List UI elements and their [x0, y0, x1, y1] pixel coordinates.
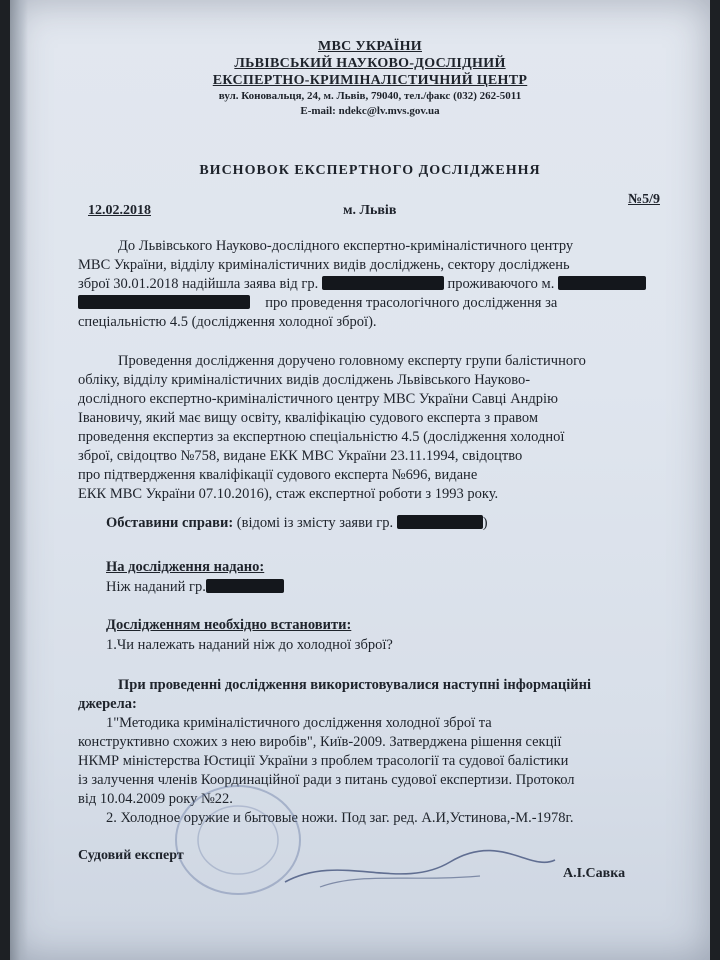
document-date: 12.02.2018 [88, 203, 151, 218]
intro-text-1: До Львівського Науково-дослідного експертно-криміналістичного центру [118, 238, 574, 254]
redacted-city [558, 276, 646, 290]
intro-line-4 [78, 294, 668, 313]
circumstances-label: Обставини справи: [106, 515, 234, 531]
signer-role: Судовий експерт [78, 848, 184, 863]
redacted-address [78, 295, 250, 309]
establish-question: 1.Чи належать наданий ніж до холодної зброї? [106, 637, 393, 653]
intro-text-4: про проведення трасологічного дослідження за [265, 295, 558, 311]
source-1-line-1 [78, 714, 672, 733]
redacted-provider [206, 579, 284, 593]
letterhead [160, 38, 580, 119]
intro-line-5: спеціальністю 4.5 (дослідження холодної зброї). [78, 314, 377, 330]
establish-section [106, 615, 393, 655]
letterhead-address: вул. Коновальця, 24, м. Львів, 79040, тел./факс (032) 262-5011 [218, 90, 522, 102]
provided-section [106, 557, 284, 597]
expert-line-1 [78, 352, 668, 371]
expert-line-3: дослідного експертно-криміналістичного центру МВС України Савці Андрію [78, 391, 558, 407]
redacted-applicant [397, 515, 483, 529]
intro-line-1 [78, 237, 668, 256]
signer-name: А.І.Савка [563, 866, 626, 881]
sources-intro-line-2: джерела: [78, 696, 137, 712]
letterhead-line-1: МВС УКРАЇНИ [318, 39, 422, 54]
source-1-text-1: 1"Методика криміналістичного дослідження холодної зброї та [106, 715, 492, 731]
source-1-line-2: конструктивно схожих з нею виробів", Київ-2009. Затверджена рішення секції [78, 734, 562, 750]
letterhead-line-2: ЛЬВІВСЬКИЙ НАУКОВО-ДОСЛІДНИЙ [234, 56, 506, 71]
document-sheet [10, 0, 710, 960]
document-number: №5/9 [628, 192, 660, 207]
expert-line-7: про підтвердження кваліфікації судового експерта №696, видане [78, 467, 478, 483]
provided-text: Ніж наданий гр. [106, 579, 206, 595]
redacted-name [322, 276, 444, 290]
establish-label: Дослідженням необхідно встановити: [106, 617, 352, 633]
circumstances-text: (відомі із змісту заяви гр. [236, 515, 394, 531]
expert-line-4: Івановичу, який має вищу освіту, кваліфікацію судового експерта з правом [78, 410, 539, 426]
expert-line-2: обліку, відділу криміналістичних видів досліджень Львівського Науково- [78, 372, 531, 388]
intro-line-3 [78, 275, 668, 294]
expert-line-5: проведення експертиз за експертною спеціальністю 4.5 (дослідження холодної [78, 429, 565, 445]
circumstances-section [106, 513, 488, 533]
letterhead-line-3: ЕКСПЕРТНО-КРИМІНАЛІСТИЧНИЙ ЦЕНТР [212, 73, 528, 88]
source-1-line-4: із залучення членів Координаційної ради з питань судової експертизи. Протокол [78, 772, 575, 788]
expert-paragraph [78, 352, 668, 504]
source-2-text: 2. Холодное оружие и бытовые ножи. Под заг. ред. А.И,Устинова,-М.-1978г. [106, 810, 574, 826]
intro-paragraph [78, 237, 668, 332]
provided-line [106, 577, 284, 597]
sources-intro-line-1 [78, 676, 672, 695]
expert-line-8: ЕКК МВС України 07.10.2016), стаж експертної роботи з 1993 року. [78, 486, 499, 502]
sources-intro-text: При проведенні дослідження використовувалися наступні інформаційні [118, 677, 591, 693]
document-title: ВИСНОВОК ЕКСПЕРТНОГО ДОСЛІДЖЕННЯ [199, 163, 541, 178]
handwritten-signature [280, 842, 560, 902]
source-1-line-3: НКМР міністерства Юстиції України з проблем трасології та судової балістики [78, 753, 569, 769]
page-edge-shadow [10, 0, 28, 960]
letterhead-email: E-mail: ndekc@lv.mvs.gov.ua [300, 105, 440, 117]
source-1-line-5: від 10.04.2009 року №22. [78, 791, 233, 807]
expert-line-6: зброї, свідоцтво №758, видане ЕКК МВС України 23.11.1994, свідоцтво [78, 448, 523, 464]
provided-label: На дослідження надано: [106, 559, 265, 575]
circumstances-close: ) [482, 515, 488, 531]
intro-text-3a: зброї 30.01.2018 надійшла заява від гр. [78, 276, 319, 292]
expert-text-1: Проведення дослідження доручено головному експерту групи балістичного [118, 353, 586, 369]
intro-line-2: МВС України, відділу криміналістичних видів досліджень, сектору досліджень [78, 257, 570, 273]
document-city: м. Львів [343, 203, 397, 218]
intro-text-3b: проживаючого м. [447, 276, 555, 292]
